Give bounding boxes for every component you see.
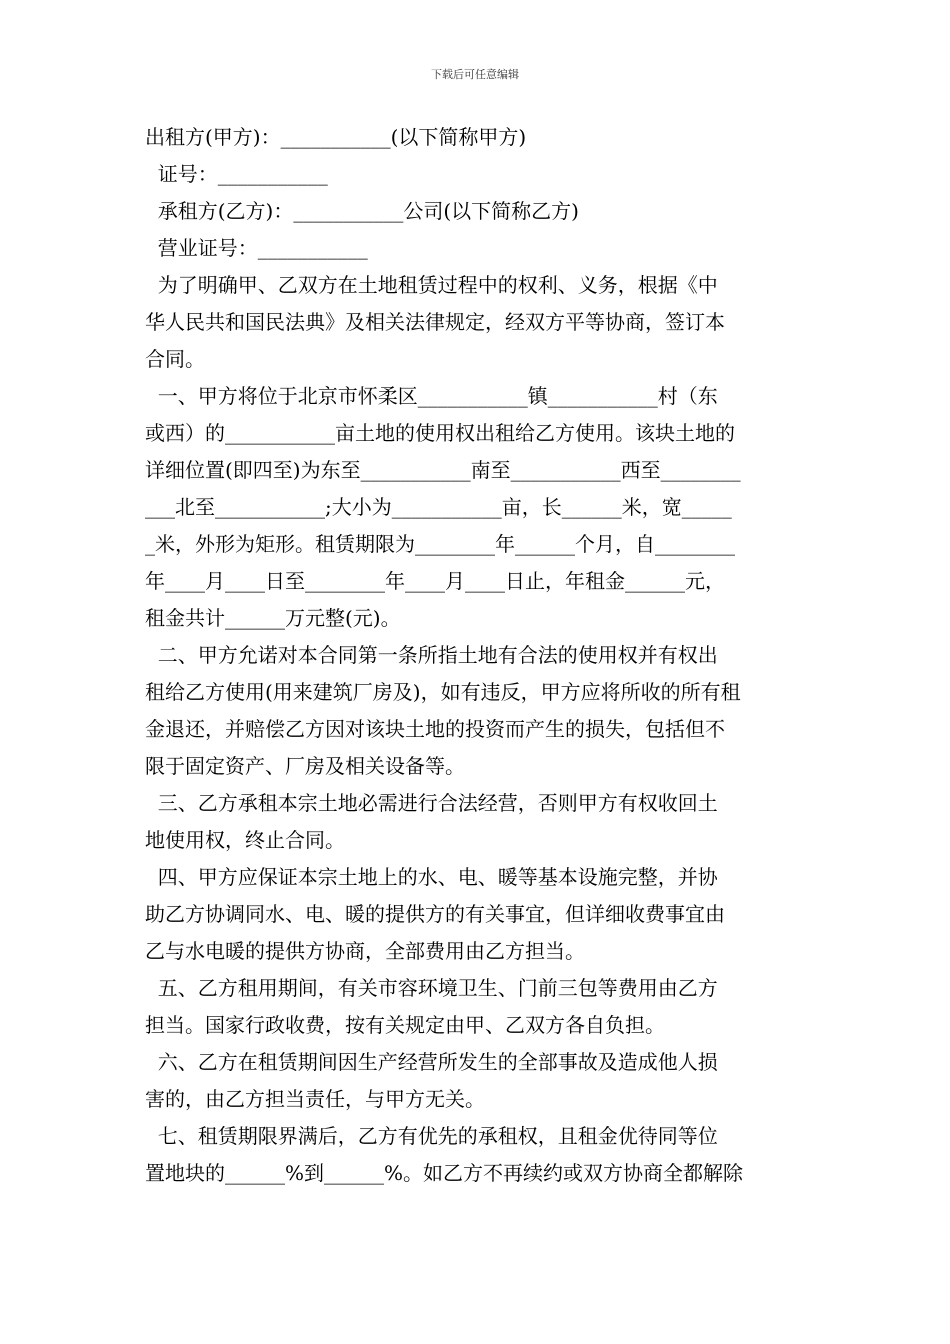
contract-line: 合同。: [145, 347, 205, 371]
contract-line: 证号：___________: [145, 162, 328, 186]
contract-line: 租给乙方使用(用来建筑厂房及)，如有违反，甲方应将所收的所有租: [145, 680, 741, 704]
contract-line: 营业证号：___________: [145, 236, 368, 260]
contract-line: 害的，由乙方担当责任，与甲方无关。: [145, 1087, 485, 1111]
contract-line: 六、乙方在租赁期间因生产经营所发生的全部事故及造成他人损: [145, 1050, 718, 1074]
contract-line: 二、甲方允诺对本合同第一条所指土地有合法的使用权并有权出: [145, 643, 718, 667]
contract-line: 七、租赁期限界满后，乙方有优先的承租权，且租金优待同等位: [145, 1124, 718, 1148]
contract-body: [145, 119, 805, 1192]
contract-line: 助乙方协调同水、电、暖的提供方的有关事宜，但详细收费事宜由: [145, 902, 725, 926]
contract-line: 一、甲方将位于北京市怀柔区___________镇___________村（东: [145, 384, 718, 408]
contract-line: 详细位置(即四至)为东至___________南至___________西至________: [145, 458, 741, 482]
contract-line: 年____月____日至________年____月____日止，年租金______元，: [145, 569, 725, 593]
contract-line: 四、甲方应保证本宗土地上的水、电、暖等基本设施完整，并协: [145, 865, 718, 889]
contract-line: 出租方(甲方)：___________(以下简称甲方): [145, 125, 527, 149]
contract-line: 金退还，并赔偿乙方因对该块土地的投资而产生的损失，包括但不: [145, 717, 725, 741]
header-note: 下载后可任意编辑: [431, 68, 519, 81]
contract-line: 地使用权，终止合同。: [145, 828, 345, 852]
contract-line: ___北至___________;大小为___________亩，长______米，宽_____: [145, 495, 732, 519]
contract-line: 置地块的______%到______%。如乙方不再续约或双方协商全都解除: [145, 1161, 744, 1185]
contract-line: 华人民共和国民法典》及相关法律规定，经双方平等协商，签订本: [145, 310, 725, 334]
contract-line: 担当。国家行政收费，按有关规定由甲、乙双方各自负担。: [145, 1013, 665, 1037]
contract-line: 五、乙方租用期间，有关市容环境卫生、门前三包等费用由乙方: [145, 976, 718, 1000]
contract-line: _米，外形为矩形。租赁期限为________年______个月，自________: [145, 532, 735, 556]
contract-line: 乙与水电暖的提供方协商，全部费用由乙方担当。: [145, 939, 585, 963]
contract-line: 租金共计______万元整(元)。: [145, 606, 401, 630]
contract-line: 承租方(乙方)：___________公司(以下简称乙方): [145, 199, 579, 223]
contract-line: 限于固定资产、厂房及相关设备等。: [145, 754, 465, 778]
contract-line: 为了明确甲、乙双方在土地租赁过程中的权利、义务，根据《中: [145, 273, 718, 297]
contract-line: 或西）的___________亩土地的使用权出租给乙方使用。该块土地的: [145, 421, 735, 445]
contract-line: 三、乙方承租本宗土地必需进行合法经营，否则甲方有权收回土: [145, 791, 718, 815]
